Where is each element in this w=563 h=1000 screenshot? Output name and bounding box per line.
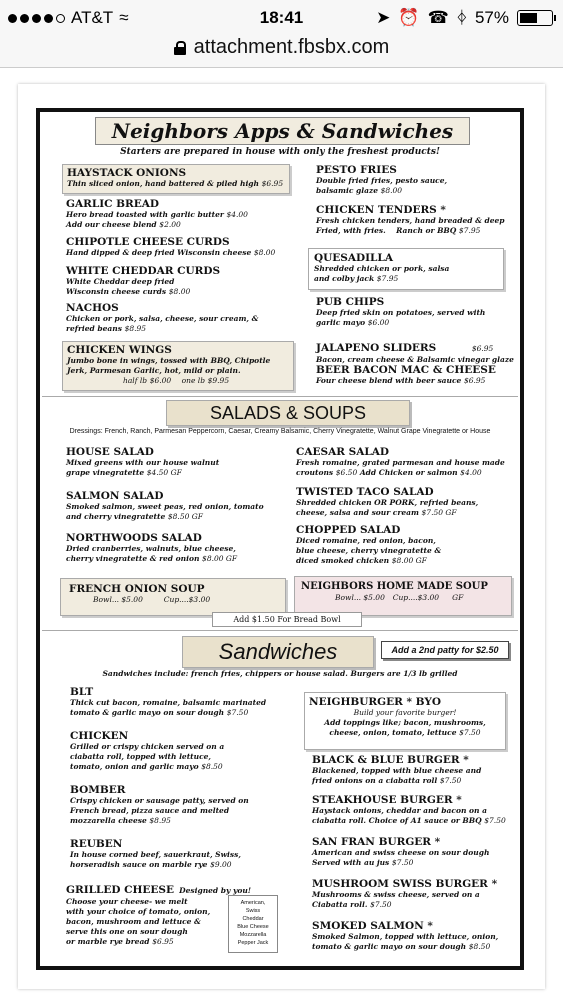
item-desc: Shredded chicken or pork, salsa	[314, 264, 450, 273]
item-price: Bowl... $5.00	[93, 595, 143, 604]
grilled-cheese-item	[66, 878, 251, 947]
item-desc: fried onions on a ciabatta roll	[312, 776, 438, 785]
item-price: $4.00	[226, 210, 248, 219]
item-desc: refried beans	[66, 324, 122, 333]
item-price: $4.00	[460, 468, 482, 477]
item-price: $7.50	[459, 728, 481, 737]
item-desc: blue cheese, cherry vinegratette &	[296, 546, 442, 555]
item-price: Bowl... $5.00	[335, 593, 385, 602]
item-price: $8.50	[201, 762, 223, 771]
cheese-option: Mozzarella	[239, 932, 267, 938]
item-name: SMOKED SALMON *	[312, 920, 433, 932]
item-desc: White Cheddar deep fried	[66, 277, 175, 286]
item-desc: Smoked salmon, sweet peas, red onion, tomato	[66, 502, 264, 511]
item-name: JALAPENO SLIDERS	[316, 342, 437, 354]
pesto-fries-item	[316, 164, 447, 196]
item-name: CHICKEN WINGS	[67, 344, 172, 356]
item-name: NEIGHBURGER * BYO	[309, 696, 441, 708]
item-desc: Add our cheese blend	[66, 220, 157, 229]
item-price: $8.00 GF	[202, 554, 238, 563]
mushroom-swiss-burger-item	[312, 878, 497, 910]
item-desc: Mixed greens with our house walnut	[66, 458, 220, 467]
item-price: $7.50	[370, 900, 392, 909]
item-price: $6.95	[463, 376, 486, 385]
item-desc: Diced romaine, red onion, bacon,	[296, 536, 436, 545]
item-desc: bacon, mushroom and lettuce &	[66, 917, 201, 926]
item-desc: Hero bread toasted with garlic butter	[66, 210, 224, 219]
pub-chips-item	[316, 296, 485, 328]
item-price: $9.95	[207, 376, 230, 385]
item-name: STEAKHOUSE BURGER *	[312, 794, 462, 806]
item-name: FRENCH ONION SOUP	[69, 583, 205, 595]
item-desc: with your choice of tomato, onion,	[66, 907, 211, 916]
sandwiches-heading: Sandwiches	[182, 636, 374, 668]
item-desc: Bacon, cream cheese & Balsamic vinegar glaze	[316, 355, 514, 364]
item-desc: croutons	[296, 468, 334, 477]
sandwich-sides-note: Sandwiches include: french fries, chippers or house salad. Burgers are 1/3 lb grilled	[102, 669, 458, 678]
item-desc: mozzarella cheese	[70, 816, 147, 825]
item-desc: cheese, salsa and sour cream	[296, 508, 419, 517]
size-label: one lb	[181, 376, 205, 385]
item-name: CHOPPED SALAD	[296, 524, 401, 536]
size-label: half lb	[123, 376, 148, 385]
item-desc: French bread, pizza sauce and melted	[70, 806, 230, 815]
item-price: $4.50 GF	[146, 468, 182, 477]
item-price: $8.95	[124, 324, 147, 333]
item-desc: serve this one on sour dough	[66, 927, 188, 936]
item-desc: ciabatta roll. Choice of A1 sauce or BBQ	[312, 816, 482, 825]
item-price: $7.50 GF	[421, 508, 457, 517]
clock: 18:41	[259, 8, 304, 27]
item-name: GARLIC BREAD	[66, 198, 160, 210]
item-desc: Thick cut bacon, romaine, balsamic marinated	[70, 698, 267, 707]
item-name: CHICKEN	[70, 730, 129, 742]
item-price: $8.50 GF	[167, 512, 203, 521]
lock-icon	[174, 41, 186, 55]
item-price: $2.00	[159, 220, 181, 229]
item-desc: American and swiss cheese on sour dough	[312, 848, 490, 857]
item-desc: Grilled or crispy chicken served on a	[70, 742, 225, 751]
item-name: PESTO FRIES	[316, 164, 397, 176]
item-price: $8.50	[468, 942, 491, 951]
item-name: CHICKEN TENDERS *	[316, 204, 446, 216]
item-price: $8.00 GF	[391, 556, 427, 565]
location-icon: ➤	[376, 8, 391, 27]
item-price: $8.00	[253, 248, 276, 257]
wifi-icon: ≈	[119, 8, 129, 27]
item-name: BLT	[70, 686, 94, 698]
item-desc: horseradish sauce on marble rye	[70, 860, 208, 869]
item-tag: Designed by you!	[179, 886, 252, 895]
chopped-salad-item	[296, 524, 441, 566]
item-price: $7.95	[376, 274, 399, 283]
extra-patty-note: Add a 2nd patty for $2.50	[381, 641, 509, 659]
item-desc: Mushrooms & swiss cheese, served on a	[312, 890, 480, 899]
item-price: $8.00	[168, 287, 191, 296]
item-name: NEIGHBORS HOME MADE SOUP	[301, 581, 488, 592]
chicken-wings-box	[62, 341, 294, 391]
french-onion-soup-box	[60, 578, 286, 616]
item-desc: garlic mayo	[316, 318, 366, 327]
item-price: $7.50	[439, 776, 462, 785]
item-desc: Haystack onions, cheddar and bacon on a	[312, 806, 487, 815]
item-name: BEER BACON MAC & CHEESE	[316, 364, 496, 376]
beer-mac-item	[316, 364, 496, 386]
caesar-salad-item	[296, 446, 505, 478]
item-desc: and cherry vinegratette	[66, 512, 166, 521]
item-price: $6.95	[471, 344, 494, 353]
item-desc: Blackened, topped with blue cheese and	[312, 766, 482, 775]
item-price: Cup....$3.00	[392, 593, 440, 602]
item-name: SAN FRAN BURGER *	[312, 836, 441, 848]
item-price: Cup....$3.00	[163, 595, 211, 604]
item-desc: grape vinegratette	[66, 468, 145, 477]
item-desc: Double fried fries, pesto sauce,	[316, 176, 448, 185]
item-desc: In house corned beef, sauerkraut, Swiss,	[70, 850, 241, 859]
carrier-name: AT&T	[71, 8, 114, 27]
item-desc: tomato, onion and garlic mayo	[70, 762, 199, 771]
bluetooth-icon: ᛄ	[456, 8, 467, 27]
battery-percent: 57%	[474, 8, 509, 27]
item-price: $6.95	[152, 937, 174, 946]
phone-icon: ☎	[427, 8, 449, 27]
alarm-icon: ⏰	[398, 8, 420, 27]
item-price: $8.00	[380, 186, 403, 195]
status-bar	[0, 0, 563, 34]
item-desc: or marble rye bread	[66, 937, 150, 946]
menu-title: Neighbors Apps & Sandwiches	[95, 117, 470, 145]
taco-salad-item	[296, 486, 478, 518]
haystack-onions-box	[62, 164, 290, 194]
chicken-sandwich-item	[70, 730, 224, 772]
battery-icon	[517, 10, 553, 26]
cheese-options-box	[228, 895, 278, 953]
salmon-salad-item	[66, 490, 264, 522]
item-price: $6.00	[367, 318, 390, 327]
item-desc: cheese, onion, tomato, lettuce	[329, 728, 457, 737]
item-name: SALMON SALAD	[66, 490, 164, 502]
item-desc: Jerk, Parmesan Garlic, hot, mild or plain.	[67, 366, 241, 375]
status-icons	[376, 8, 553, 28]
item-name: WHITE CHEDDAR CURDS	[66, 265, 221, 277]
item-desc: Add toppings like; bacon, mushrooms,	[324, 718, 486, 727]
item-price: $7.50	[391, 858, 414, 867]
item-name: QUESADILLA	[314, 252, 393, 264]
item-desc: Choose your cheese- we melt	[66, 897, 188, 906]
item-name: REUBEN	[70, 838, 123, 850]
item-price: $7.50	[226, 708, 249, 717]
blt-item	[70, 686, 266, 718]
item-name: MUSHROOM SWISS BURGER *	[312, 878, 498, 890]
gf-label: GF	[452, 593, 464, 602]
cheese-option: Cheddar	[242, 916, 264, 922]
cheese-option: Pepper Jack	[237, 940, 269, 946]
menu-subtitle: Starters are prepared in house with only the freshest products!	[120, 147, 440, 157]
url-text: attachment.fbsbx.com	[193, 36, 390, 58]
black-blue-burger-item	[312, 754, 481, 786]
reuben-item	[70, 838, 241, 870]
steakhouse-burger-item	[312, 794, 506, 826]
item-name: NACHOS	[66, 302, 119, 314]
item-desc: balsamic glaze	[316, 186, 378, 195]
quesadilla-box	[308, 248, 504, 290]
san-fran-burger-item	[312, 836, 489, 868]
item-price: $6.95	[261, 179, 284, 188]
item-desc: Fresh romaine, grated parmesan and house made	[296, 458, 505, 467]
item-desc: Served with au jus	[312, 858, 390, 867]
divider	[42, 396, 518, 397]
garlic-bread-item	[66, 198, 248, 230]
item-price: $6.50	[335, 468, 358, 477]
item-name: NORTHWOODS SALAD	[66, 532, 202, 544]
bread-bowl-note: Add $1.50 For Bread Bowl	[212, 612, 362, 627]
item-price: $8.95	[149, 816, 171, 825]
item-desc: Fried, with fries.	[316, 226, 386, 235]
item-desc: Hand dipped & deep fried Wisconsin cheese	[66, 248, 252, 257]
item-desc: Ciabatta roll.	[312, 900, 368, 909]
item-desc: tomato & garlic mayo on sour dough	[70, 708, 225, 717]
home-made-soup-box	[294, 576, 512, 616]
bomber-item	[70, 784, 249, 826]
dressings-list: Dressings: French, Ranch, Parmesan Peppercorn, Caesar, Creamy Balsamic, Cherry Vinegratette, Walnut Grape Vinegratette or House	[69, 428, 491, 435]
divider	[42, 630, 518, 631]
house-salad-item	[66, 446, 219, 478]
item-name: BOMBER	[70, 784, 126, 796]
nachos-item	[66, 302, 258, 334]
item-name: HAYSTACK ONIONS	[67, 167, 187, 179]
neighburger-box	[304, 692, 506, 750]
chicken-tenders-item	[316, 204, 505, 236]
item-desc: cherry vinegratette & red onion	[66, 554, 200, 563]
item-desc: and colby jack	[314, 274, 375, 283]
item-desc: ciabatta roll, topped with lettuce,	[70, 752, 212, 761]
item-name: HOUSE SALAD	[66, 446, 154, 458]
item-desc: Build your favorite burger!	[353, 708, 457, 717]
item-desc: Crispy chicken or sausage patty, served on	[70, 796, 249, 805]
smoked-salmon-item	[312, 920, 498, 952]
item-desc: tomato & garlic mayo on sour dough	[312, 942, 467, 951]
item-desc: Chicken or pork, salsa, cheese, sour cream, &	[66, 314, 259, 323]
item-desc: Ranch or BBQ	[396, 226, 457, 235]
cheese-option: Blue Cheese	[237, 924, 269, 930]
item-price: $7.50	[484, 816, 506, 825]
item-price: $6.00	[149, 376, 172, 385]
item-name: PUB CHIPS	[316, 296, 385, 308]
address-bar[interactable]	[0, 34, 563, 68]
item-desc: Dried cranberries, walnuts, blue cheese,	[66, 544, 236, 553]
item-name: CHIPOTLE CHEESE CURDS	[66, 236, 230, 248]
item-name: TWISTED TACO SALAD	[296, 486, 434, 498]
item-desc: Wisconsin cheese curds	[66, 287, 167, 296]
item-desc: Deep fried skin on potatoes, served with	[316, 308, 486, 317]
item-name: CAESAR SALAD	[296, 446, 389, 458]
item-desc: Shredded chicken OR PORK, refried beans,	[296, 498, 479, 507]
item-desc: Thin sliced onion, hand battered & piled high	[67, 179, 259, 188]
item-desc: Fresh chicken tenders, hand breaded & deep	[316, 216, 505, 225]
item-price: $7.95	[458, 226, 481, 235]
item-name: BLACK & BLUE BURGER *	[312, 754, 469, 766]
item-desc: Four cheese blend with beer sauce	[316, 376, 462, 385]
chipotle-curds-item	[66, 236, 275, 258]
salads-heading: SALADS & SOUPS	[166, 400, 410, 426]
item-desc: Jumbo bone in wings, tossed with BBQ, Chipotle	[67, 356, 271, 365]
jalapeno-sliders-item	[316, 336, 514, 365]
item-desc: Add Chicken or salmon	[359, 468, 458, 477]
item-desc: diced smoked chicken	[296, 556, 390, 565]
item-name: GRILLED CHEESE	[66, 884, 175, 896]
cheese-option: American,	[240, 900, 266, 906]
northwoods-salad-item	[66, 532, 237, 564]
item-price: $9.00	[210, 860, 232, 869]
white-cheddar-curds-item	[66, 265, 220, 297]
cheese-option: Swiss	[245, 908, 261, 914]
item-desc: Smoked Salmon, topped with lettuce, onion,	[312, 932, 499, 941]
